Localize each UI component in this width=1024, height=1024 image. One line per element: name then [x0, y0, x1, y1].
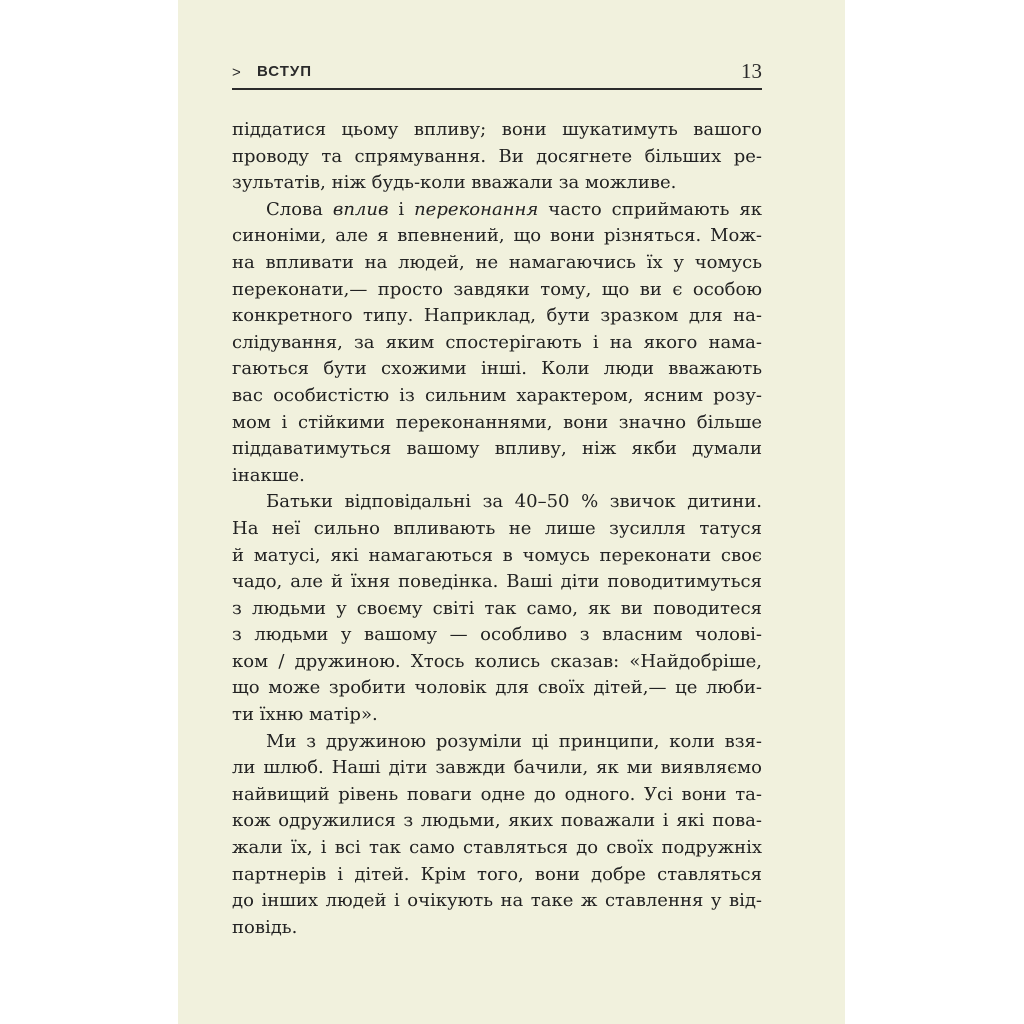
- text-line: [232, 197, 762, 224]
- text-run: що може зробити чоловік для своїх дітей,— це люби-: [232, 677, 762, 699]
- text-run: на впливати на людей, не намагаючись їх у чомусь: [232, 251, 762, 273]
- text-line: [232, 569, 762, 596]
- text-line: [232, 915, 762, 942]
- text-run: і: [388, 198, 415, 220]
- text-line: [232, 356, 762, 383]
- text-run: зультатів, ніж будь-коли вважали за можливе.: [232, 172, 677, 194]
- body-text: [232, 117, 762, 941]
- text-run: кож одружилися з людьми, яких поважали і які пова-: [232, 810, 762, 832]
- text-line: [232, 596, 762, 623]
- text-run: слідування, за яким спостерігають і на якого нама-: [232, 331, 762, 353]
- text-run: гаються бути схожими інші. Коли люди вважають: [232, 358, 762, 380]
- text-line: [232, 277, 762, 304]
- text-line: [232, 436, 762, 463]
- paragraph: [232, 489, 762, 728]
- text-line: [232, 808, 762, 835]
- text-run: конкретного типу. Наприклад, бути зразком для на-: [232, 305, 762, 327]
- chevron-right-icon: >: [232, 64, 241, 81]
- book-page: [178, 0, 845, 1024]
- text-line: [232, 463, 762, 490]
- text-run: ти їхню матір».: [232, 704, 378, 726]
- text-line: [232, 410, 762, 437]
- text-run: синоніми, але я впевнений, що вони різняться. Мож-: [232, 225, 762, 247]
- text-line: [232, 144, 762, 171]
- text-line: [232, 622, 762, 649]
- text-run: вас особистістю із сильним характером, ясним розу-: [232, 384, 762, 406]
- text-line: [232, 170, 762, 197]
- text-run: чадо, але й їхня поведінка. Ваші діти поводитимуться: [232, 571, 762, 593]
- text-line: [232, 782, 762, 809]
- text-run: переконати,— просто завдяки тому, що ви є особою: [232, 278, 762, 300]
- text-run: партнерів і дітей. Крім того, вони добре ставляться: [232, 863, 762, 885]
- text-run: ли шлюб. Наші діти завжди бачили, як ми виявляємо: [232, 757, 762, 779]
- text-line: [232, 755, 762, 782]
- text-run: повідь.: [232, 916, 298, 938]
- page-number: 13: [741, 59, 762, 83]
- text-line: [232, 383, 762, 410]
- chapter-title: ВСТУП: [257, 63, 312, 80]
- text-line: [232, 649, 762, 676]
- text-line: [232, 675, 762, 702]
- text-run: інакше.: [232, 464, 305, 486]
- text-line: [232, 516, 762, 543]
- text-run: піддаватимуться вашому впливу, ніж якби думали: [232, 438, 762, 460]
- italic-term: переконання: [414, 198, 539, 220]
- text-line: [232, 702, 762, 729]
- text-run: На неї сильно впливають не лише зусилля татуся: [232, 517, 762, 539]
- text-run: піддатися цьому впливу; вони шукатимуть вашого: [232, 119, 762, 140]
- text-run: з людьми у вашому — особливо з власним чолові-: [232, 624, 762, 646]
- text-run: ком / дружиною. Хтось колись сказав: «Найдобріше,: [232, 650, 762, 672]
- text-line: [232, 862, 762, 889]
- italic-term: вплив: [332, 198, 389, 220]
- text-line: [232, 888, 762, 915]
- text-run: мом і стійкими переконаннями, вони значно більше: [232, 411, 762, 433]
- text-run: часто сприймають як: [538, 198, 762, 220]
- text-run: й матусі, які намагаються в чомусь переконати своє: [232, 544, 762, 566]
- text-run: жали їх, і всі так само ставляться до своїх подружніх: [232, 837, 762, 859]
- text-line: [232, 330, 762, 357]
- running-header: [232, 60, 762, 90]
- text-run: найвищий рівень поваги одне до одного. Усі вони та-: [232, 783, 762, 805]
- paragraph: [232, 197, 762, 490]
- text-line: [232, 250, 762, 277]
- paragraph: [232, 117, 762, 197]
- text-run: проводу та спрямування. Ви досягнете більших ре-: [232, 145, 762, 167]
- text-line: [232, 489, 762, 516]
- text-line: [232, 117, 762, 144]
- text-line: [232, 543, 762, 570]
- text-run: з людьми у своєму світі так само, як ви поводитеся: [232, 597, 762, 619]
- text-run: Слова: [266, 198, 333, 220]
- text-line: [232, 223, 762, 250]
- text-run: Батьки відповідальні за 40–50 % звичок дитини.: [266, 491, 762, 513]
- text-line: [232, 835, 762, 862]
- text-run: до інших людей і очікують на таке ж ставлення у від-: [232, 890, 762, 912]
- text-run: Ми з дружиною розуміли ці принципи, коли взя-: [266, 730, 762, 752]
- paragraph: [232, 729, 762, 942]
- text-line: [232, 303, 762, 330]
- text-line: [232, 729, 762, 756]
